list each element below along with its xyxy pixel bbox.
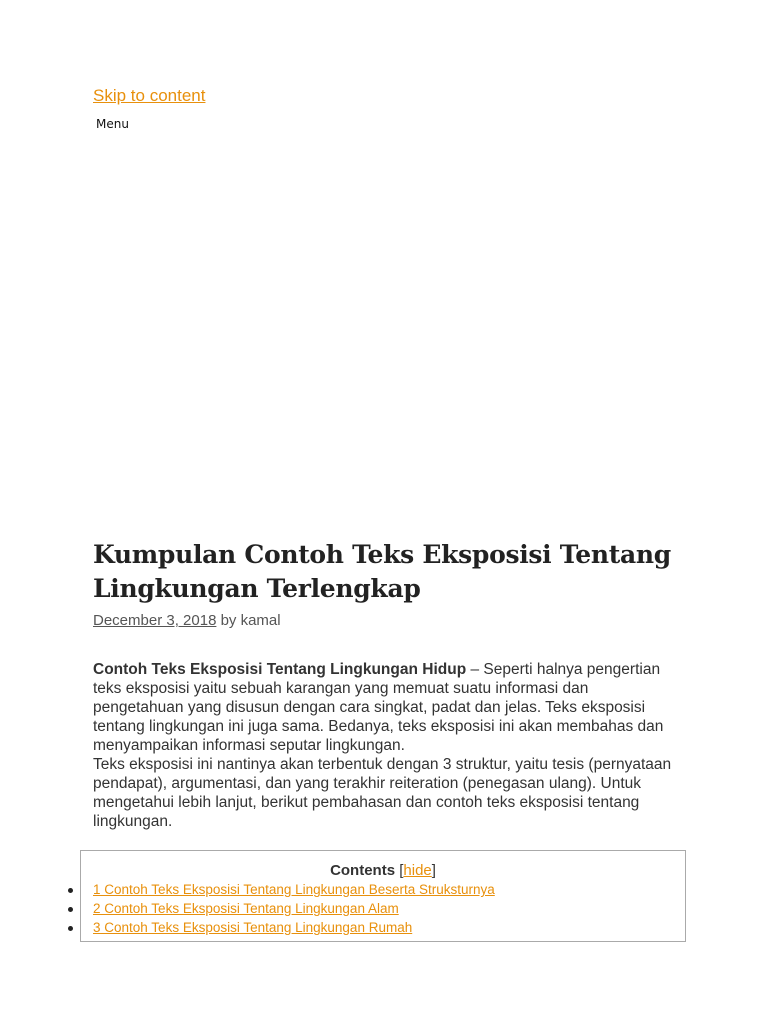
toc-header <box>81 861 685 880</box>
toc-item-link[interactable] <box>93 899 399 918</box>
intro-paragraph <box>93 660 678 755</box>
skip-to-content-link[interactable]: Skip to content <box>93 86 206 105</box>
toc-bracket-open: [ <box>399 862 404 879</box>
table-of-contents <box>80 850 686 942</box>
intro-bold-lead: Contoh Teks Eksposisi Tentang Lingkungan Hidup <box>93 661 467 678</box>
toc-item-link[interactable] <box>93 918 412 937</box>
post-meta <box>93 611 281 630</box>
menu-button[interactable]: Menu <box>96 117 129 131</box>
toc-item-number: 3 <box>93 920 101 935</box>
post-title: Kumpulan Contoh Teks Eksposisi Tentang Lingkungan Terlengkap <box>93 540 671 603</box>
toc-item-link[interactable] <box>93 880 495 899</box>
post-intro <box>93 660 678 831</box>
second-paragraph: Teks eksposisi ini nantinya akan terbentuk dengan 3 struktur, yaitu tesis (pernyataan pendapat), argumentasi, dan yang terakhir reiteration (penegasan ulang). Untuk mengetahui lebih lanjut, berikut pembahasan dan contoh teks eksposisi tentang lingkungan. <box>93 756 672 830</box>
toc-item-label: Contoh Teks Eksposisi Tentang Lingkungan Rumah <box>100 920 413 935</box>
byline-prefix: by <box>220 612 237 629</box>
toc-item-label: Contoh Teks Eksposisi Tentang Lingkungan Beserta Struksturnya <box>100 882 495 897</box>
bullet-icon <box>68 888 73 893</box>
intro-text: – Seperti halnya pengertian teks eksposisi yaitu sebuah karangan yang memuat suatu informasi dan pengetahuan yang disusun dengan cara singkat, padat dan jelas. Teks eksposisi tentang lingkungan ini juga sama. Bedanya, teks eksposisi ini akan membahas dan menyampaikan informasi seputar lingkungan. <box>93 661 664 754</box>
toc-item-number: 2 <box>93 901 101 916</box>
bullet-icon <box>68 926 73 931</box>
toc-item-label: Contoh Teks Eksposisi Tentang Lingkungan Alam <box>100 901 399 916</box>
post-author: kamal <box>240 612 281 629</box>
toc-title: Contents <box>330 862 396 879</box>
toc-hide-toggle[interactable]: hide <box>403 862 432 879</box>
toc-bracket-close: ] <box>431 862 436 879</box>
toc-item-number: 1 <box>93 882 101 897</box>
bullet-icon <box>68 907 73 912</box>
post-date-link[interactable]: December 3, 2018 <box>93 612 217 629</box>
